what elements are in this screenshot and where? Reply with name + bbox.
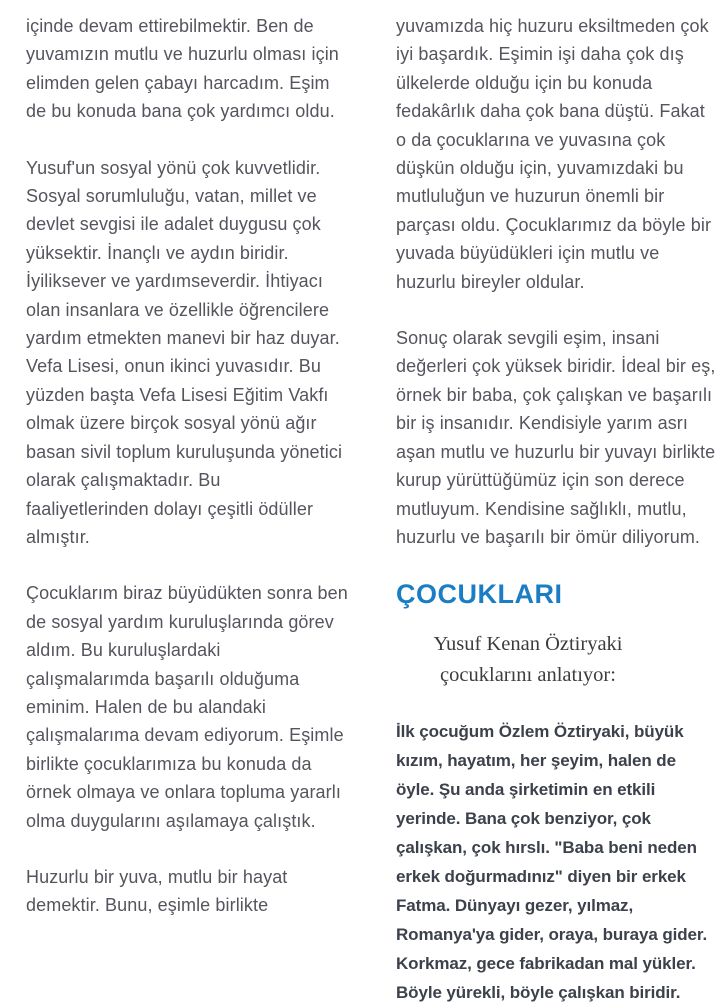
paragraph: Huzurlu bir yuva, mutlu bir hayat demektir. Bunu, eşimle birlikte	[26, 866, 288, 916]
left-column	[26, 12, 348, 1007]
children-description-paragraph: İlk çocuğum Özlem Öztiryaki, büyük kızım, hayatım, her şeyim, halen de öyle. Şu anda şirketimin en etkili yerinde. Bana çok benziyor, çok çalışkan, çok hırslı. "Baba beni neden erkek doğurmadınız" diyen bir erkek Fatma. Dünyayı gezer, yılmaz, Romanya'ya gider, oraya, buraya gider. Korkmaz, gece fabrikadan mal yükler. Böyle yürekli, böyle çalışkan biridir.	[396, 722, 708, 1003]
section-heading-cocuklari: ÇOCUKLARI	[396, 579, 563, 610]
paragraph: Sonuç olarak sevgili eşim, insani değerleri çok yüksek biridir. İdeal bir eş, örnek bir baba, çok çalışkan ve başarılı bir iş insanıdır. Kendisiyle yarım asrı aşan mutlu ve huzurlu bir yuvayı birlikte kurup yürüttüğümüz için son derece mutluyum. Kendisine sağlıklı, mutlu, huzurlu ve başarılı bir ömür diliyorum.	[396, 328, 716, 547]
paragraph: içinde devam ettirebilmektir. Ben de yuvamızın mutlu ve huzurlu olması için elimden gelen çabayı harcadım. Eşim de bu konuda bana çok yardımcı oldu.	[26, 16, 339, 122]
narrator-intro-line: Yusuf Kenan Öztiryaki	[433, 633, 623, 656]
narrator-intro-line: çocuklarını anlatıyor:	[440, 664, 616, 687]
paragraph: Çocuklarım biraz büyüdükten sonra ben de sosyal yardım kuruluşlarında görev aldım. Bu kuruluşlardaki çalışmalarımda başarılı olduğuma eminim. Halen de bu alandaki çalışmalarıma devam ediyorum. Eşimle birlikte çocuklarımıza bu konuda da örnek olmaya ve onlara topluma yararlı olma duygularını aşılamaya çalıştık.	[26, 583, 348, 831]
two-column-layout	[26, 12, 714, 1007]
right-column	[396, 12, 718, 1007]
paragraph: yuvamızda hiç huzuru eksiltmeden çok iyi başardık. Eşimin işi daha çok dış ülkelerde olduğu için bu konuda fedakârlık daha çok bana düştü. Fakat o da çocuklarına ve yuvasına çok düşkün olduğu için, yuvamızdaki bu mutluluğun ve huzurun önemli bir parçası oldu. Çocuklarımız da böyle bir yuvada büyüdükleri için mutlu ve huzurlu bireyler oldular.	[396, 16, 712, 292]
narrator-intro	[396, 629, 718, 691]
paragraph: Yusuf'un sosyal yönü çok kuvvetlidir. Sosyal sorumluluğu, vatan, millet ve devlet sevgisi ile adalet duygusu çok yüksektir. İnançlı ve aydın biridir. İyiliksever ve yardımseverdir. İhtiyacı olan insanlara ve özellikle öğrencilere yardım etmekten manevi bir haz duyar. Vefa Lisesi, onun ikinci yuvasıdır. Bu yüzden başta Vefa Lisesi Eğitim Vakfı olmak üzere birçok sosyal yönü ağır basan sivil toplum kuruluşunda yönetici olarak çalışmaktadır. Bu faaliyetlerinden dolayı çeşitli ödüller almıştır.	[26, 157, 343, 547]
